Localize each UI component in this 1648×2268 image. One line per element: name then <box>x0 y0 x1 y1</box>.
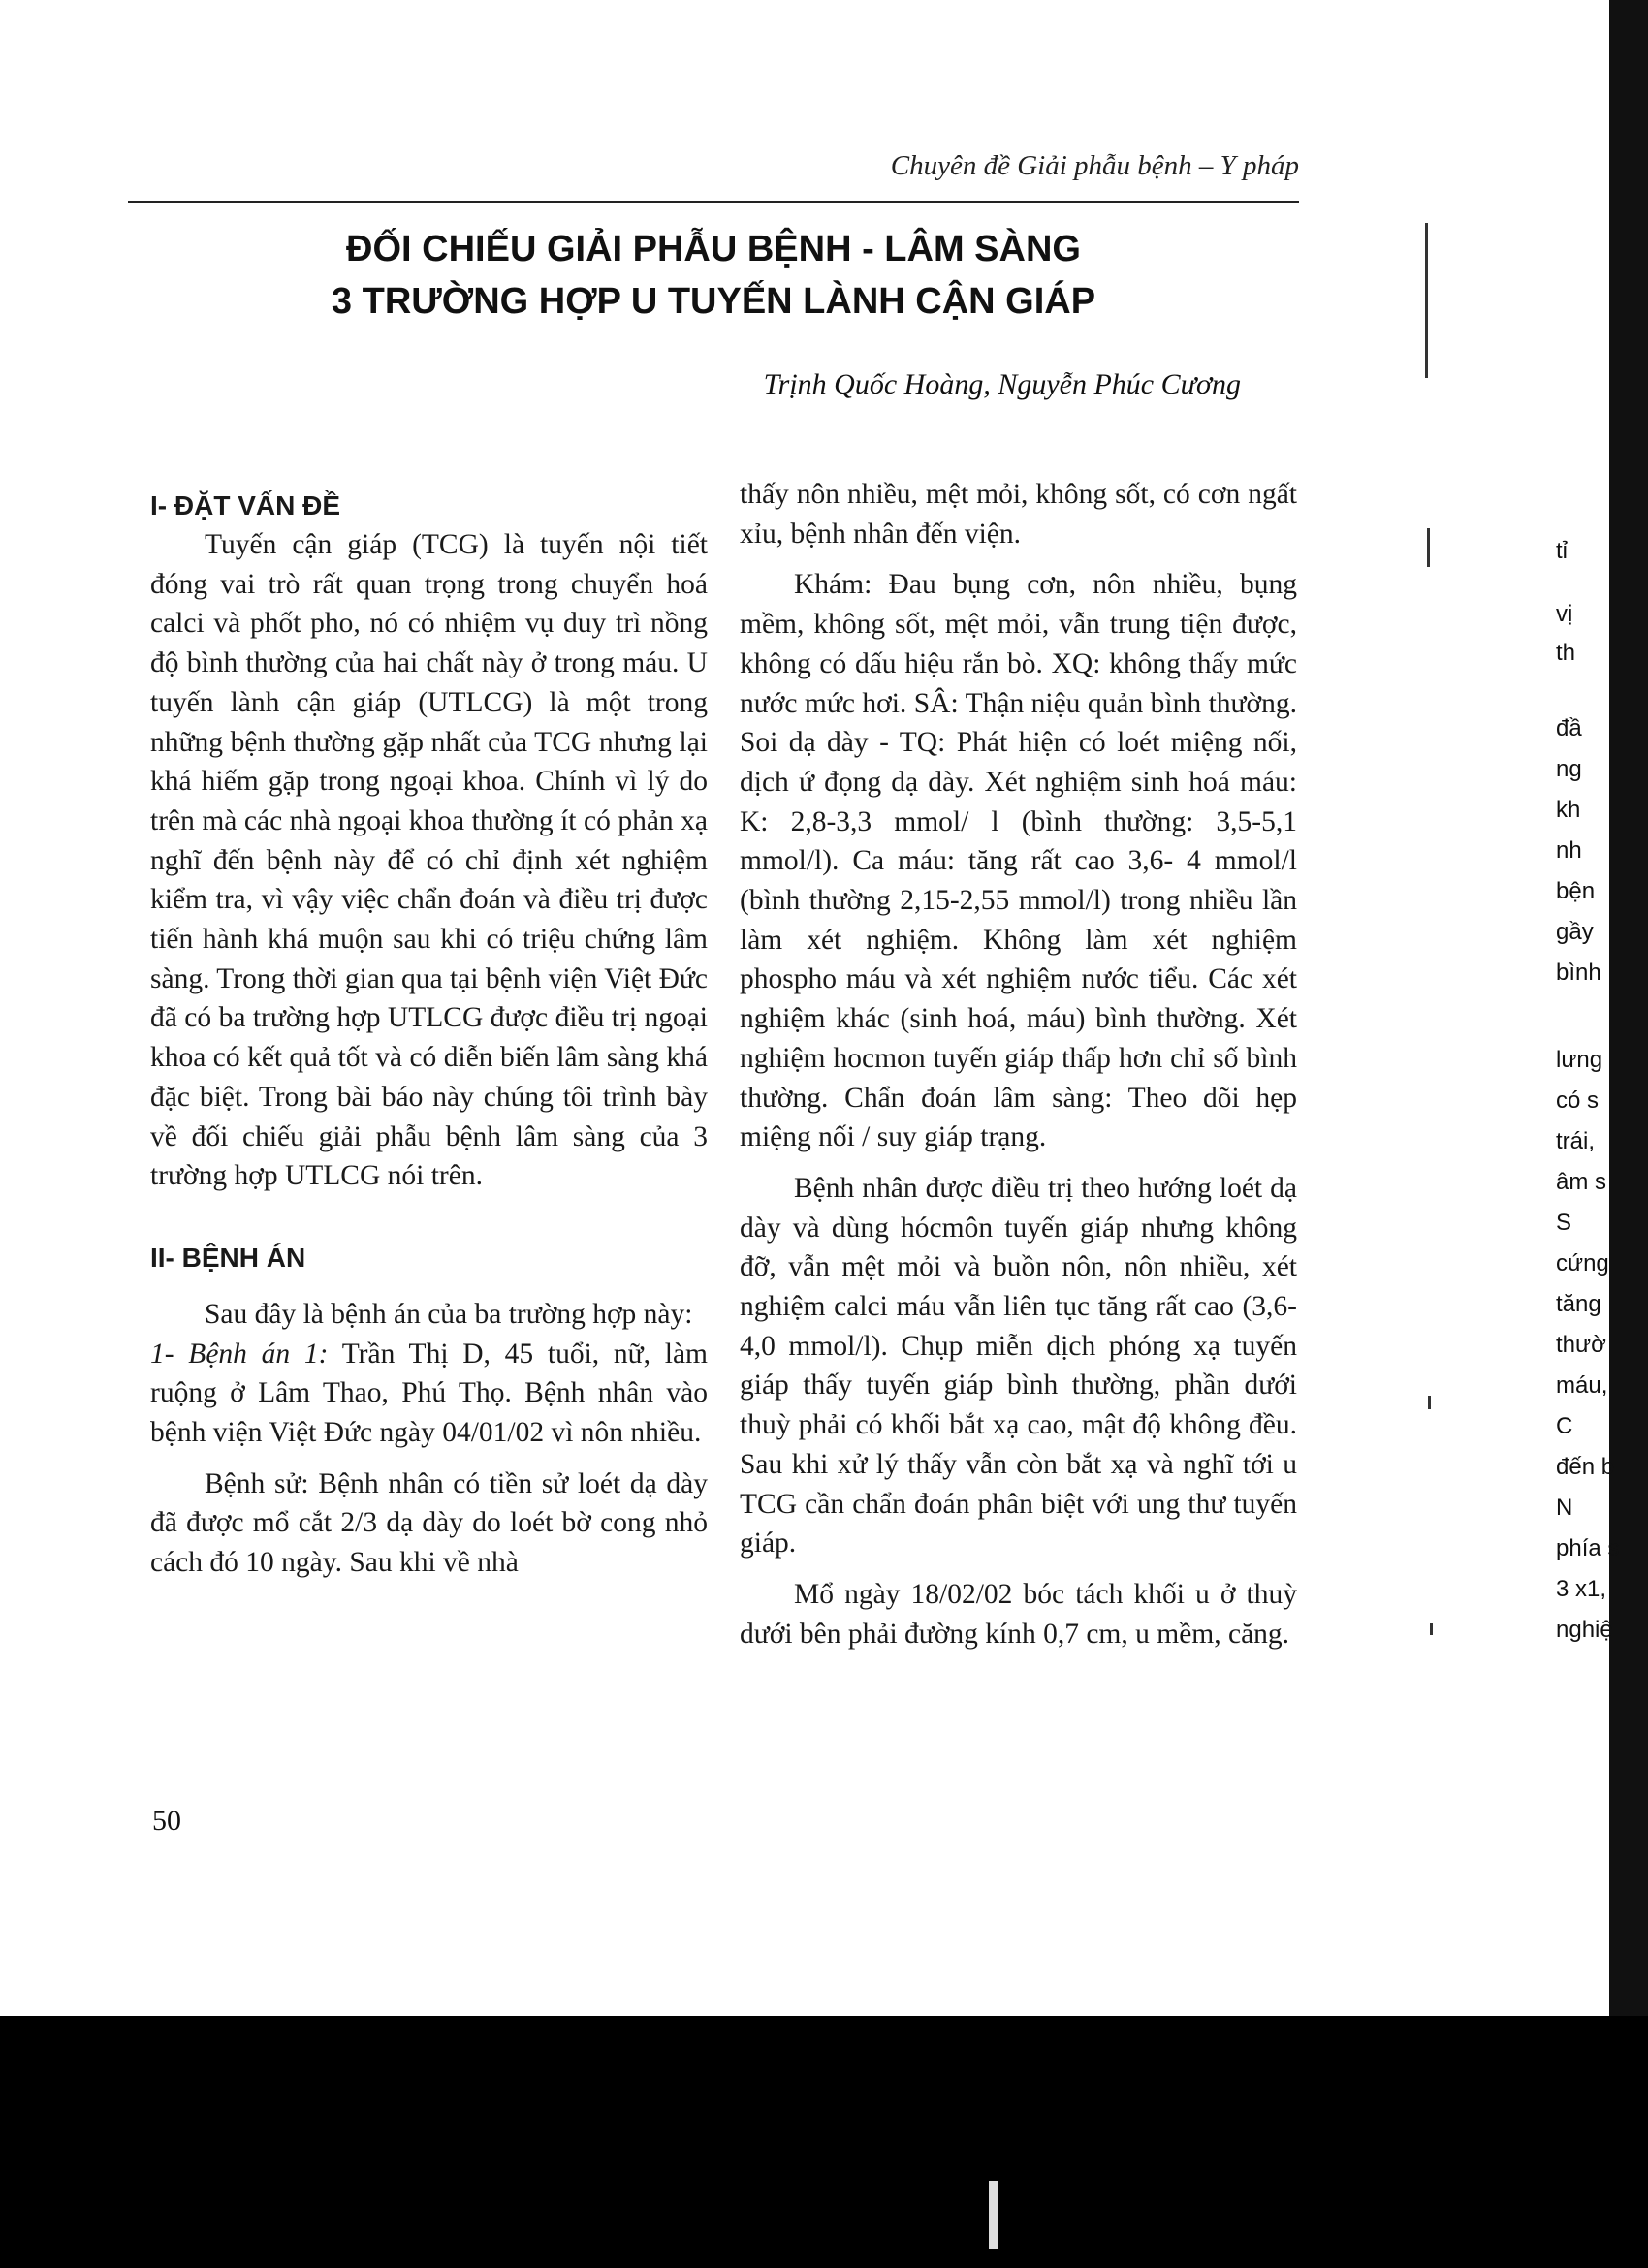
scan-mark <box>1427 528 1430 567</box>
margin-fragment: th <box>1556 640 1576 666</box>
running-head: Chuyên đề Giải phẫu bệnh – Y pháp <box>890 150 1299 181</box>
authors: Trịnh Quốc Hoàng, Nguyễn Phúc Cương <box>763 368 1241 400</box>
margin-fragment: S <box>1556 1210 1572 1236</box>
margin-fragment: cứng <box>1556 1250 1609 1276</box>
margin-fragment: phía s <box>1556 1535 1620 1561</box>
margin-fragment: gầy <box>1556 919 1594 945</box>
margin-fragment: bình <box>1556 960 1601 986</box>
history-paragraph: Bệnh sử: Bệnh nhân có tiền sử loét dạ dày đã được mổ cắt 2/3 dạ dày do loét bờ cong nhỏ cách đó 10 ngày. Sau khi về nhà <box>150 1467 708 1579</box>
scan-mark <box>1425 223 1428 378</box>
margin-fragment: đầ <box>1556 715 1582 741</box>
margin-fragment: bện <box>1556 878 1596 904</box>
introduction-paragraph: Tuyến cận giáp (TCG) là tuyến nội tiết đóng vai trò rất quan trọng trong chuyển hoá calci và phốt pho, nó có nhiệm vụ duy trì nồng độ bình thường của hai chất này ở trong máu. U tuyến lành cận giáp (UTLCG) là một trong những bệnh thường gặp nhất của TCG nhưng lại khá hiếm gặp trong ngoại khoa. Chính vì lý do trên mà các nhà ngoại khoa thường ít có phản xạ nghĩ đến bệnh này để có chỉ định xét nghiệm kiểm tra, vì vậy việc chẩn đoán và điều trị được tiến hành khá muộn sau khi có triệu chứng lâm sàng. Trong thời gian qua tại bệnh viện Việt Đức đã có ba trường hợp UTLCG được điều trị ngoại khoa có kết quả tốt và có diễn biến lâm sàng khá đặc biệt. Trong bài báo này chúng tôi trình bày về đối chiếu giải phẫu bệnh lâm sàng của 3 trường hợp UTLCG nói trên. <box>150 529 708 1192</box>
margin-fragment: có s <box>1556 1087 1600 1114</box>
continuation-paragraph: thấy nôn nhiều, mệt mỏi, không sốt, có cơn ngất xỉu, bệnh nhân đến viện. <box>740 479 1297 550</box>
title-line-2: 3 TRƯỜNG HỢP U TUYẾN LÀNH CẬN GIÁP <box>331 281 1096 322</box>
margin-fragment: tăng <box>1556 1291 1601 1317</box>
scan-mark <box>1428 1396 1431 1409</box>
margin-fragment: nh <box>1556 837 1582 864</box>
margin-fragment: âm s <box>1556 1169 1607 1195</box>
scan-mark <box>1430 1623 1433 1635</box>
margin-fragment: đến b <box>1556 1454 1615 1480</box>
margin-fragment: trái, <box>1556 1128 1596 1154</box>
title-line-1: ĐỐI CHIẾU GIẢI PHẪU BỆNH - LÂM SÀNG <box>346 229 1081 269</box>
section-heading-case-reports: II- BỆNH ÁN <box>150 1242 306 1273</box>
margin-fragment: ng <box>1556 756 1582 782</box>
article-title <box>128 223 1299 328</box>
case-1-label: 1- Bệnh án 1: <box>150 1338 329 1370</box>
margin-fragment: máu, <box>1556 1372 1608 1399</box>
page-number: 50 <box>152 1805 181 1837</box>
margin-fragment: nghiệ <box>1556 1617 1613 1643</box>
case-1-paragraph <box>150 1335 708 1453</box>
case-intro-paragraph: Sau đây là bệnh án của ba trường hợp này: <box>205 1298 693 1330</box>
right-column <box>740 475 1297 1654</box>
margin-fragment: kh <box>1556 797 1581 823</box>
treatment-paragraph: Bệnh nhân được điều trị theo hướng loét dạ dày và dùng hócmôn tuyến giáp nhưng không đỡ, vẫn mệt mỏi và buồn nôn, nôn nhiều, xét nghiệm calci máu vẫn liên tục tăng rất cao (3,6-4,0 mmol/l). Chụp miễn dịch phóng xạ tuyến giáp thấy tuyến giáp bình thường, phần dưới thuỳ phải có khối bắt xạ cao, mật độ không đều. Sau khi xử lý thấy vẫn còn bắt xạ và nghĩ tới u TCG cần chẩn đoán phân biệt với ung thư tuyến giáp. <box>740 1172 1297 1559</box>
margin-fragment: vị <box>1556 601 1573 627</box>
margin-fragment: thườ <box>1556 1332 1606 1358</box>
case-1-text: Trần Thị D, 45 tuổi, nữ, làm ruộng ở Lâm Thao, Phú Thọ. Bệnh nhân vào bệnh viện Việt Đức ngày 04/01/02 vì nôn nhiều. <box>150 1338 708 1449</box>
scanner-background <box>0 2016 1648 2268</box>
surgery-paragraph: Mổ ngày 18/02/02 bóc tách khối u ở thuỳ dưới bên phải đường kính 0,7 cm, u mềm, căng. <box>740 1578 1297 1650</box>
scan-artifact <box>989 2181 998 2249</box>
left-column <box>150 475 708 1583</box>
margin-fragment: 3 x1, <box>1556 1576 1607 1602</box>
margin-fragment: N <box>1556 1495 1573 1521</box>
margin-fragment: tỉ <box>1556 538 1568 564</box>
margin-fragment: C <box>1556 1413 1573 1439</box>
section-heading-introduction: I- ĐẶT VẤN ĐỀ <box>150 490 340 520</box>
page-edge-shadow <box>1609 0 1648 2016</box>
adjacent-page-margin <box>1556 0 1648 2016</box>
header-rule <box>128 201 1299 203</box>
examination-paragraph: Khám: Đau bụng cơn, nôn nhiều, bụng mềm, không sốt, mệt mỏi, vẫn trung tiện được, không có dấu hiệu rắn bò. XQ: không thấy mức nước mức hơi. SÂ: Thận niệu quản bình thường. Soi dạ dày - TQ: Phát hiện có loét miệng nối, dịch ứ đọng dạ dày. Xét nghiệm sinh hoá máu: K: 2,8-3,3 mmol/ l (bình thường: 3,5-5,1 mmol/l). Ca máu: tăng rất cao 3,6- 4 mmol/l (bình thường 2,15-2,55 mmol/l) trong nhiều lần làm xét nghiệm. Không làm xét nghiệm phospho máu và xét nghiệm nước tiểu. Các xét nghiệm khác (sinh hoá, máu) bình thường. Xét nghiệm hocmon tuyến giáp thấp hơn chỉ số bình thường. Chẩn đoán lâm sàng: Theo dõi hẹp miệng nối / suy giáp trạng. <box>740 569 1297 1153</box>
margin-fragment: lưng <box>1556 1047 1603 1073</box>
